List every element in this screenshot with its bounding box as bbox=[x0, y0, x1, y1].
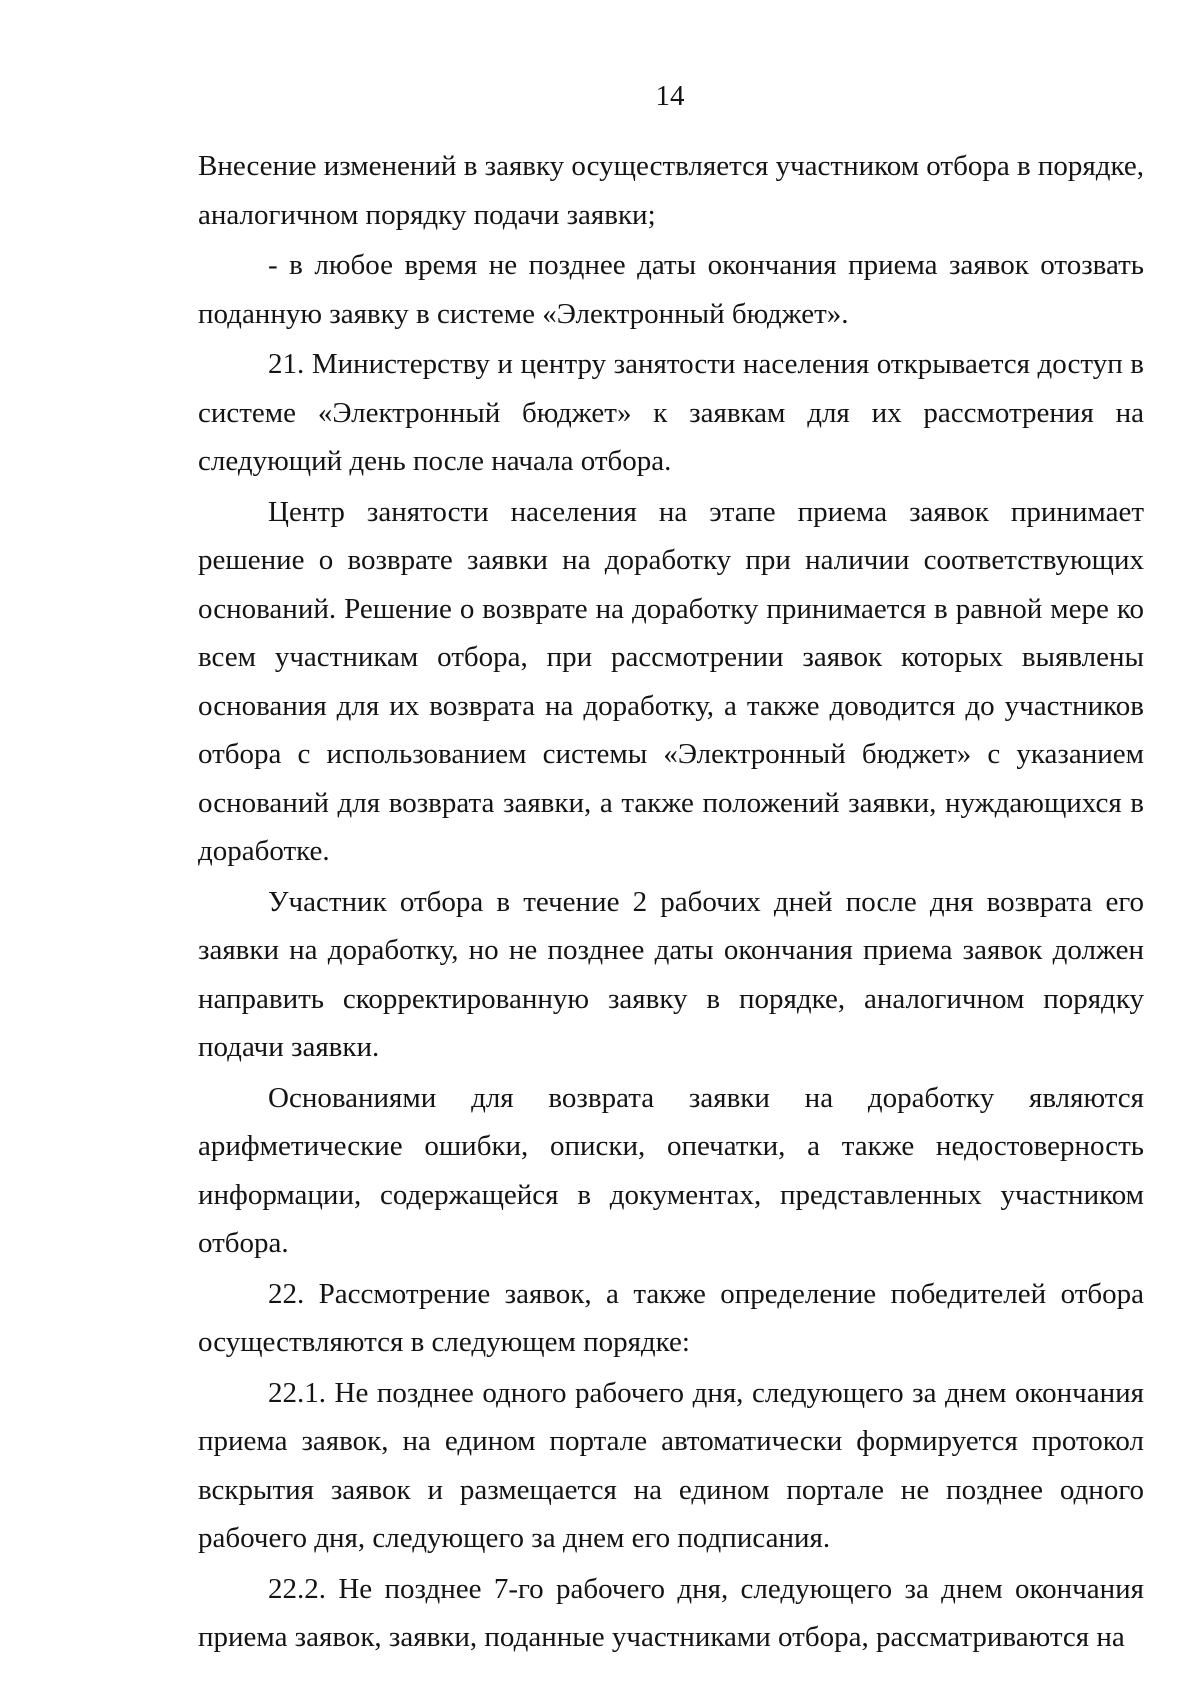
paragraph-return-for-revision: Центр занятости населения на этапе приема заявок принимает решение о возврате заявки на доработку при наличии соответствующих оснований. Решение о возврате на доработку принимается в равной мере ко всем участникам отбора, при рассмотрении заявок которых выявлены основания для их возврата на доработку, а также доводится до участников отбора с использованием системы «Электронный бюджет» с указанием оснований для возврата заявки, а также положений заявки, нуждающихся в доработке. bbox=[198, 495, 1144, 867]
paragraph-resubmission-deadline: Участник отбора в течение 2 рабочих дней после дня возврата его заявки на доработку, но не позднее даты окончания приема заявок должен направить скорректированную заявку в порядке, аналогичном порядку подачи заявки. bbox=[198, 885, 1144, 1063]
paragraph-return-grounds: Основаниями для возврата заявки на доработку являются арифметические ошибки, описки, опечатки, а также недостоверность информации, содержащейся в документах, представленных участником отбора. bbox=[198, 1081, 1144, 1259]
paragraph-clause-21: 21. Министерству и центру занятости населения открывается доступ в системе «Электронный бюджет» к заявкам для их рассмотрения на следующий день после начала отбора. bbox=[198, 348, 1144, 477]
paragraph-amendment-procedure: Внесение изменений в заявку осуществляется участником отбора в порядке, аналогичном порядку подачи заявки; bbox=[198, 150, 1145, 231]
page-number: 14 bbox=[655, 80, 685, 112]
paragraph-clause-22-2: 22.2. Не позднее 7-го рабочего дня, следующего за днем окончания приема заявок, заявки, поданные участниками отбора, рассматриваются на bbox=[198, 1572, 1144, 1653]
paragraph-clause-22-1: 22.1. Не позднее одного рабочего дня, следующего за днем окончания приема заявок, на едином портале автоматически формируется протокол вскрытия заявок и размещается на едином портале не позднее одного рабочего дня, следующего за днем его подписания. bbox=[198, 1376, 1144, 1554]
paragraph-clause-22: 22. Рассмотрение заявок, а также определение победителей отбора осуществляются в следующем порядке: bbox=[198, 1277, 1144, 1358]
document-body bbox=[198, 142, 1144, 1664]
paragraph-withdraw-application: - в любое время не позднее даты окончания приема заявок отозвать поданную заявку в системе «Электронный бюджет». bbox=[198, 249, 1144, 330]
